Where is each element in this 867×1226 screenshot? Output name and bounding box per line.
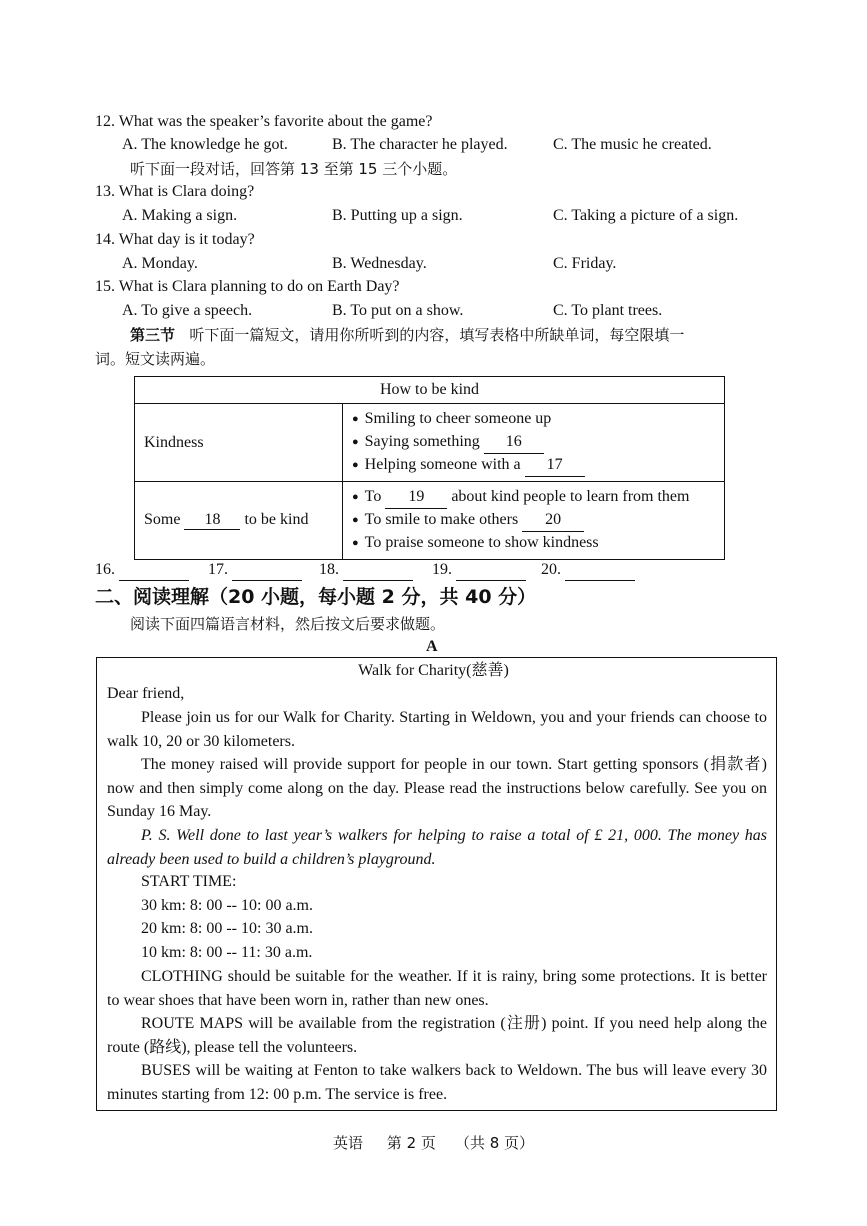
answer-blank[interactable] bbox=[565, 560, 635, 581]
answer-20 bbox=[541, 560, 635, 581]
route-maps-paragraph bbox=[107, 1012, 767, 1059]
item-text: Helping someone with a bbox=[364, 456, 521, 473]
buses-text: will be waiting at Fenton to take walkers back to Weldown. The bus will leave every 30 minutes starting from 12: 00 p.m. The service is free. bbox=[107, 1062, 767, 1103]
passage-label: A bbox=[426, 638, 438, 655]
route-maps-label: ROUTE MAPS bbox=[141, 1015, 244, 1032]
label-text: Some bbox=[144, 511, 181, 528]
reading-section-title: 二、阅读理解（20 小题，每小题 2 分，共 40 分） bbox=[95, 586, 537, 608]
answer-number: 20. bbox=[541, 561, 561, 578]
q13-option-c: C. Taking a picture of a sign. bbox=[553, 207, 739, 224]
blank-18: 18 bbox=[184, 511, 240, 530]
blank-19: 19 bbox=[385, 486, 447, 509]
start-time-30km: 30 km: 8: 00 -- 10: 00 a.m. bbox=[141, 897, 313, 914]
table-row1-item2 bbox=[352, 431, 724, 454]
table-row2-item1 bbox=[352, 486, 724, 509]
instruction-13-15: 听下面一段对话，回答第 13 至第 15 三个小题。 bbox=[130, 160, 458, 178]
answer-16 bbox=[95, 560, 189, 581]
answer-19 bbox=[432, 560, 526, 581]
question-15: 15. What is Clara planning to do on Earth Day? bbox=[95, 278, 400, 295]
start-time-10km: 10 km: 8: 00 -- 11: 30 a.m. bbox=[141, 944, 313, 961]
clothing-text: should be suitable for the weather. If it is rainy, bring some protections. It is better to wear shoes that have been worn in, rather than new ones. bbox=[107, 968, 767, 1009]
answer-18 bbox=[319, 560, 413, 581]
passage-a-ps: P. S. Well done to last year’s walkers for helping to raise a total of £ 21, 000. The money has already been used to build a children’s playground. bbox=[107, 827, 767, 868]
section3-instruction bbox=[130, 325, 684, 345]
footer-page: 第 2 页 bbox=[386, 1134, 436, 1152]
passage-a-greeting: Dear friend, bbox=[107, 685, 185, 702]
answer-number: 17. bbox=[208, 561, 228, 578]
section3-instruction-line1: 听下面一篇短文，请用你所听到的内容，填写表格中所缺单词，每空限填一 bbox=[189, 326, 685, 344]
passage-a-paragraph1: Please join us for our Walk for Charity. Starting in Weldown, you and your friends can choose to walk 10, 20 or 30 kilometers. bbox=[107, 709, 767, 750]
q12-option-b: B. The character he played. bbox=[332, 136, 508, 153]
q14-option-b: B. Wednesday. bbox=[332, 255, 427, 272]
answer-blank[interactable] bbox=[232, 560, 302, 581]
answer-number: 19. bbox=[432, 561, 452, 578]
blank-17: 17 bbox=[525, 454, 585, 477]
answer-number: 16. bbox=[95, 561, 115, 578]
q15-option-c: C. To plant trees. bbox=[553, 302, 663, 319]
table-row2-label bbox=[135, 482, 343, 560]
kindness-table bbox=[134, 376, 725, 560]
q13-option-b: B. Putting up a sign. bbox=[332, 207, 463, 224]
table-row2-item2 bbox=[352, 509, 724, 532]
buses-label: BUSES bbox=[141, 1062, 191, 1079]
start-time-20km: 20 km: 8: 00 -- 10: 30 a.m. bbox=[141, 920, 313, 937]
q14-option-a: A. Monday. bbox=[122, 255, 198, 272]
item-text: Saying something bbox=[364, 433, 480, 450]
table-row1-item3 bbox=[352, 454, 724, 477]
q15-option-b: B. To put on a show. bbox=[332, 302, 464, 319]
footer-subject: 英语 bbox=[332, 1134, 363, 1152]
clothing-label: CLOTHING bbox=[141, 968, 223, 985]
answer-blank[interactable] bbox=[119, 560, 189, 581]
table-row1-label: Kindness bbox=[135, 404, 343, 482]
q12-option-a: A. The knowledge he got. bbox=[122, 136, 288, 153]
footer-total: （共 8 页） bbox=[454, 1134, 535, 1152]
table-row1-item1: ● Smiling to cheer someone up bbox=[352, 408, 724, 431]
table-row2-item3: ● To praise someone to show kindness bbox=[352, 532, 724, 555]
table-title: How to be kind bbox=[135, 377, 725, 404]
table-row1-content bbox=[343, 404, 725, 482]
question-12: 12. What was the speaker’s favorite about the game? bbox=[95, 113, 433, 130]
blank-16: 16 bbox=[484, 431, 544, 454]
passage-a-paragraph2: The money raised will provide support for people in our town. Start getting sponsors (捐款者) now and then simply come along on the day. Please read the instructions below carefully. See you on Sunday 16 May. bbox=[107, 756, 767, 820]
route-maps-text: will be available from the registration (注册) point. If you need help along the route (路线), please tell the volunteers. bbox=[107, 1015, 767, 1056]
question-13: 13. What is Clara doing? bbox=[95, 183, 255, 200]
passage-a-title: Walk for Charity(慈善) bbox=[358, 662, 509, 679]
blank-20: 20 bbox=[522, 509, 584, 532]
answer-number: 18. bbox=[319, 561, 339, 578]
item-text: about kind people to learn from them bbox=[451, 488, 690, 505]
q13-option-a: A. Making a sign. bbox=[122, 207, 238, 224]
answer-blank[interactable] bbox=[456, 560, 526, 581]
section3-instruction-line2: 词。短文读两遍。 bbox=[95, 350, 216, 368]
clothing-paragraph bbox=[107, 965, 767, 1012]
q14-option-c: C. Friday. bbox=[553, 255, 617, 272]
label-text: to be kind bbox=[244, 511, 309, 528]
question-14: 14. What day is it today? bbox=[95, 231, 255, 248]
section3-heading: 第三节 bbox=[130, 326, 176, 344]
answer-blank[interactable] bbox=[343, 560, 413, 581]
answer-17 bbox=[208, 560, 302, 581]
reading-instruction: 阅读下面四篇语言材料，然后按文后要求做题。 bbox=[130, 615, 446, 633]
item-text: To bbox=[364, 488, 382, 505]
page-footer bbox=[0, 1133, 867, 1153]
start-time-label: START TIME: bbox=[141, 873, 237, 890]
buses-paragraph bbox=[107, 1059, 767, 1106]
q12-option-c: C. The music he created. bbox=[553, 136, 712, 153]
item-text: To smile to make others bbox=[364, 511, 519, 528]
q15-option-a: A. To give a speech. bbox=[122, 302, 253, 319]
table-row2-content bbox=[343, 482, 725, 560]
